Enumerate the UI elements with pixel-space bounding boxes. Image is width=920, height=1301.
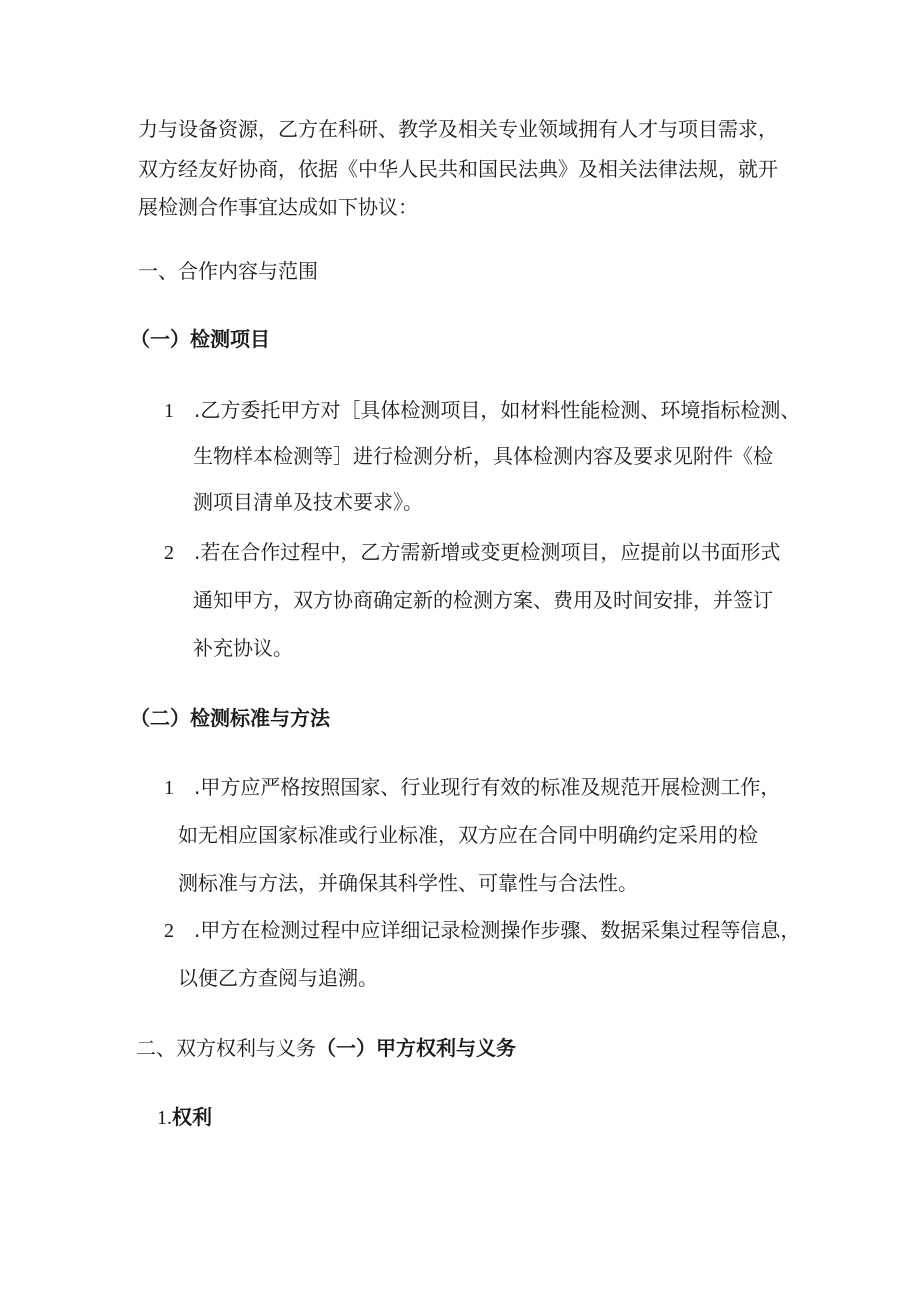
list-item-1-line-1: 1 .乙方委托甲方对［具体检测项目，如材料性能检测、环境指标检测、 [164,398,801,422]
standards-item-1-line-2: 如无相应国家标准或行业标准，双方应在合同中明确约定采用的检 [178,823,758,847]
section-heading-2-bold: （一）甲方权利与义务 [316,1036,516,1060]
section-heading-2 [136,1035,516,1061]
intro-line-2: 双方经友好协商，依据《中华人民共和国民法典》及相关法律法规，就开 [138,157,778,181]
standards-item-1-line-3: 测标准与方法，并确保其科学性、可靠性与合法性。 [178,871,638,895]
list-item-1-line-3: 测项目清单及技术要求》。 [193,490,423,514]
rights-heading [157,1104,212,1131]
section-heading-1: 一、合作内容与范围 [138,259,318,283]
list-number: 2 [164,920,174,942]
list-item-2-line-1: 2 .若在合作过程中，乙方需新增或变更检测项目，应提前以书面形式 [164,540,781,564]
rights-label: 权利 [172,1105,212,1129]
rights-number: 1. [157,1107,172,1129]
subsection-heading-standards-methods: （二）检测标准与方法 [130,706,330,730]
list-item-2-line-3: 补充协议。 [193,636,293,660]
standards-item-2-line-1: 2 .甲方在检测过程中应详细记录检测操作步骤、数据采集过程等信息， [164,918,801,942]
list-number: 1 [164,400,174,422]
list-number: 1 [164,777,174,799]
intro-line-3: 展检测合作事宜达成如下协议： [138,195,418,219]
standards-item-1-line-1: 1 .甲方应严格按照国家、行业现行有效的标准及规范开展检测工作， [164,775,781,799]
intro-line-1: 力与设备资源，乙方在科研、教学及相关专业领域拥有人才与项目需求， [138,117,778,141]
list-item-1-line-2: 生物样本检测等］进行检测分析，具体检测内容及要求见附件《检 [193,444,773,468]
list-number: 2 [164,542,174,564]
subsection-heading-detection-items: （一）检测项目 [130,327,270,351]
section-heading-2-plain: 二、双方权利与义务 [136,1036,316,1060]
list-item-2-line-2: 通知甲方，双方协商确定新的检测方案、费用及时间安排，并签订 [193,588,773,612]
standards-item-2-line-2: 以便乙方查阅与追溯。 [178,966,378,990]
